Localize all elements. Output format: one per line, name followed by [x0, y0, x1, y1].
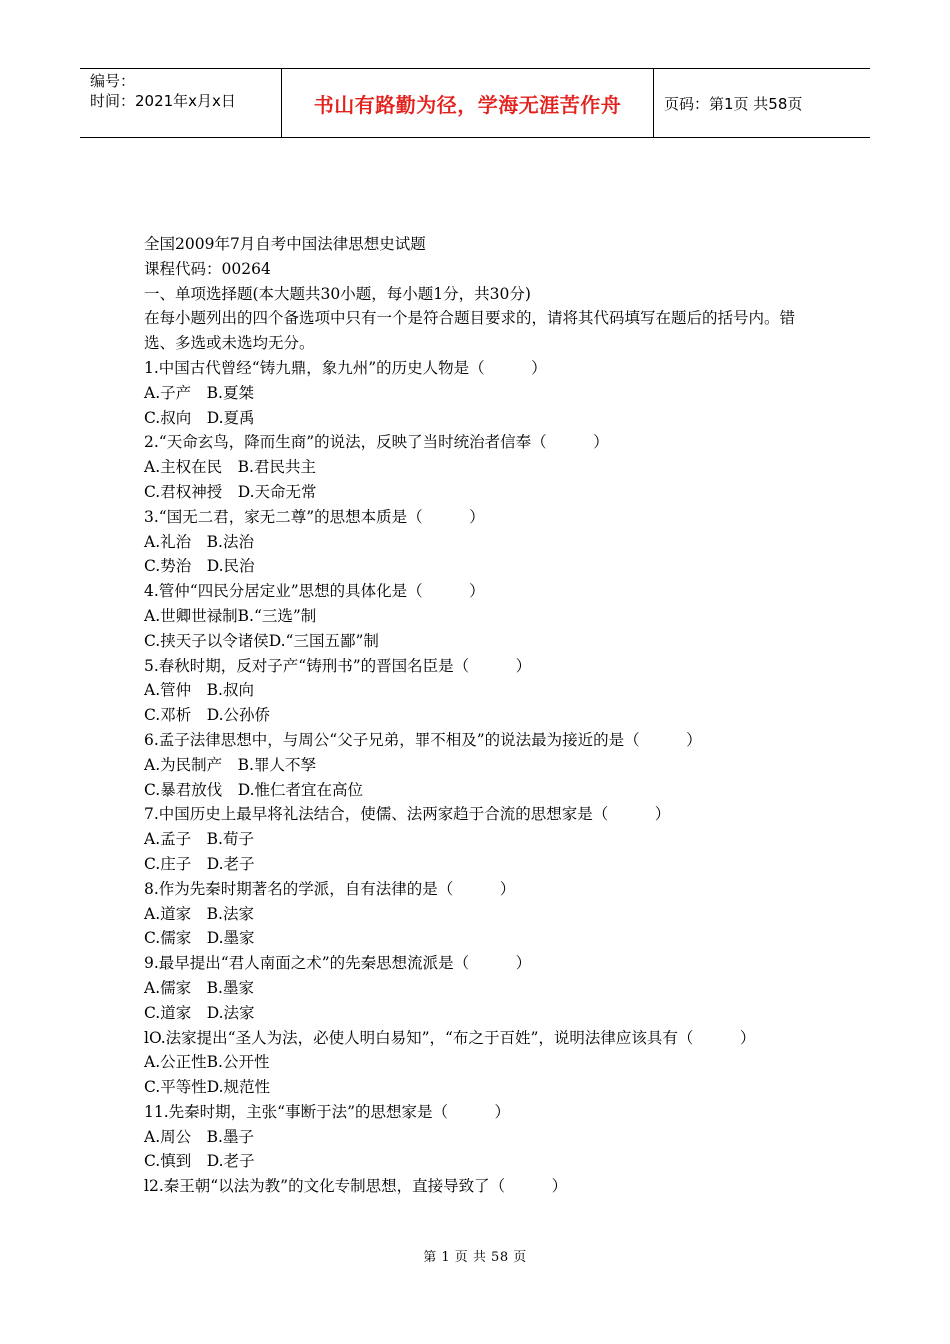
- question-option: C.平等性D.规范性: [144, 1078, 271, 1097]
- question-stem: 6.孟子法律思想中，与周公“父子兄弟，罪不相及”的说法最为接近的是（ ）: [144, 730, 702, 749]
- instructions: 在每小题列出的四个备选项中只有一个是符合题目要求的，请将其代码填写在题后的括号内。错选、多选或未选均无分。: [144, 309, 796, 353]
- question-option: A.周公 B.墨子: [144, 1127, 254, 1146]
- question-stem: 4.管仲“四民分居定业”思想的具体化是（ ）: [144, 582, 485, 601]
- question-option: A.世卿世禄制B.“三选”制: [144, 606, 317, 625]
- header-motto-cell: [282, 69, 654, 137]
- question-stem: 7.中国历史上最早将礼法结合，使儒、法两家趋于合流的思想家是（ ）: [144, 805, 671, 824]
- course-code: 课程代码：00264: [144, 259, 271, 278]
- question-stem: 2.“天命玄鸟，降而生商”的说法，反映了当时统治者信奉（ ）: [144, 433, 609, 452]
- question-option: C.君权神授 D.天命无常: [144, 482, 317, 501]
- question-stem: l2.秦王朝“以法为教”的文化专制思想，直接导致了（ ）: [144, 1177, 568, 1196]
- question-option: A.子产 B.夏桀: [144, 383, 254, 402]
- question-stem: lO.法家提出“圣人为法，必使人明白易知”，“布之于百姓”，说明法律应该具有（ ）: [144, 1028, 756, 1047]
- question-option: C.势治 D.民治: [144, 557, 255, 576]
- question-option: A.主权在民 B.君民共主: [144, 458, 316, 477]
- question-option: A.道家 B.法家: [144, 904, 254, 923]
- question-option: C.叔向 D.夏禹: [144, 408, 255, 427]
- question-option: C.庄子 D.老子: [144, 854, 255, 873]
- question-option: C.儒家 D.墨家: [144, 929, 255, 948]
- question-option: A.孟子 B.荀子: [144, 830, 254, 849]
- question-option: A.礼治 B.法治: [144, 532, 254, 551]
- question-option: C.暴君放伐 D.惟仁者宜在高位: [144, 780, 364, 799]
- question-option: A.为民制产 B.罪人不孥: [144, 755, 316, 774]
- section-title: 一、单项选择题(本大题共30小题，每小题1分，共30分): [144, 284, 531, 303]
- number-label: 编号：: [90, 72, 136, 90]
- question-stem: 1.中国古代曾经“铸九鼎，象九州”的历史人物是（ ）: [144, 358, 547, 377]
- page-header: [80, 68, 870, 138]
- motto-text: 书山有路勤为径，学海无涯苦作舟: [313, 92, 622, 117]
- question-option: C.邓析 D.公孙侨: [144, 706, 271, 725]
- question-stem: 11.先秦时期，主张“事断于法”的思想家是（ ）: [144, 1102, 510, 1121]
- question-stem: 3.“国无二君，家无二尊”的思想本质是（ ）: [144, 507, 485, 526]
- question-stem: 8.作为先秦时期著名的学派，自有法律的是（ ）: [144, 879, 516, 898]
- question-option: C.慎到 D.老子: [144, 1152, 255, 1171]
- document-title: 全国2009年7月自考中国法律思想史试题: [144, 235, 426, 253]
- header-meta: [80, 69, 282, 137]
- question-option: C.挟天子以令诸侯D.“三国五鄙”制: [144, 631, 379, 650]
- time-label: 时间：2021年x月x日: [90, 92, 236, 110]
- question-stem: 5.春秋时期，反对子产“铸刑书”的晋国名臣是（ ）: [144, 656, 532, 675]
- page-footer: 第 1 页 共 58 页: [423, 1250, 527, 1265]
- document-body: [144, 232, 814, 1199]
- question-option: A.管仲 B.叔向: [144, 681, 254, 700]
- question-stem: 9.最早提出“君人南面之术”的先秦思想流派是（ ）: [144, 954, 532, 973]
- question-option: A.儒家 B.墨家: [144, 978, 254, 997]
- question-option: C.道家 D.法家: [144, 1003, 255, 1022]
- page-label: 页码：第1页 共58页: [664, 94, 803, 113]
- header-page-cell: [654, 69, 870, 137]
- question-option: A.公正性B.公开性: [144, 1053, 270, 1072]
